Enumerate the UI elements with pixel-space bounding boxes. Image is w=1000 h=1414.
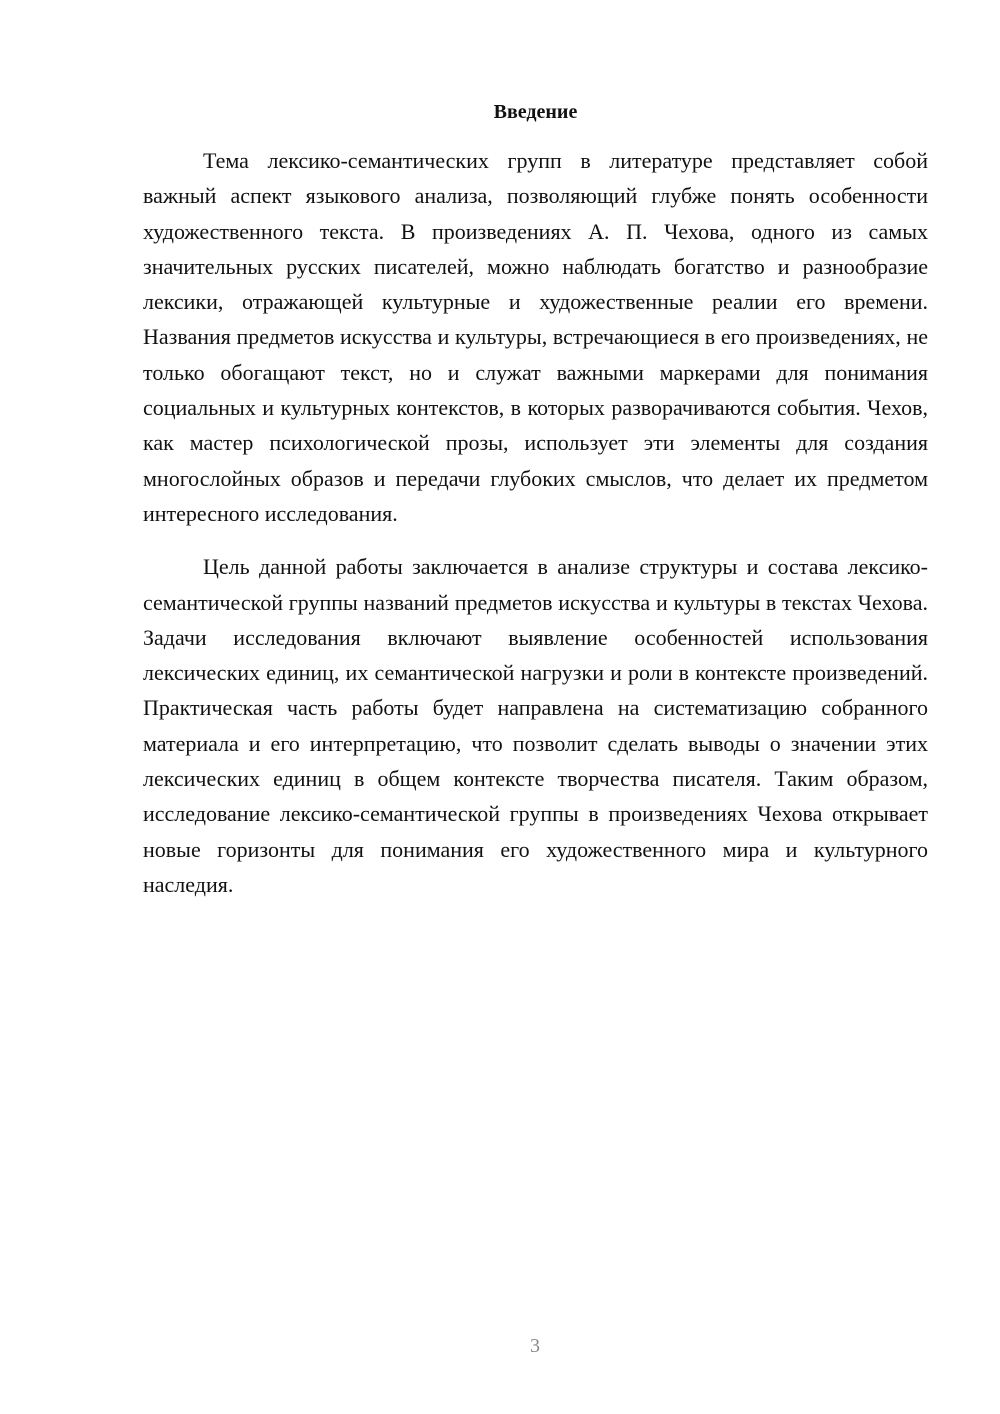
page-number: 3 xyxy=(530,1335,540,1357)
paragraph-goal: Цель данной работы заключается в анализе структуры и состава лексико-семантической группы названий предметов искусства и культуры в текстах Чехова. Задачи исследования включают выявление особенностей использования лексических единиц, их семантической нагрузки и роли в контексте произведений. Практическая часть работы будет направлена на систематизацию собранного материала и его интерпретацию, что позволит сделать выводы о значении этих лексических единиц в общем контексте творчества писателя. Таким образом, исследование лексико-семантической группы в произведениях Чехова открывает новые горизонты для понимания его художественного мира и культурного наследия. xyxy=(143,554,928,897)
paragraph-intro: Тема лексико-семантических групп в литературе представляет собой важный аспект языкового анализа, позволяющий глубже понять особенности художественного текста. В произведениях А. П. Чехова, одного из самых значительных русских писателей, можно наблюдать богатство и разнообразие лексики, отражающей культурные и художественные реалии его времени. Названия предметов искусства и культуры, встречающиеся в его произведениях, не только обогащают текст, но и служат важными маркерами для понимания социальных и культурных контекстов, в которых разворачиваются события. Чехов, как мастер психологической прозы, использует эти элементы для создания многослойных образов и передачи глубоких смыслов, что делает их предметом интересного исследования. xyxy=(143,148,928,526)
section-heading: Введение xyxy=(493,101,578,123)
body-text xyxy=(143,143,928,902)
